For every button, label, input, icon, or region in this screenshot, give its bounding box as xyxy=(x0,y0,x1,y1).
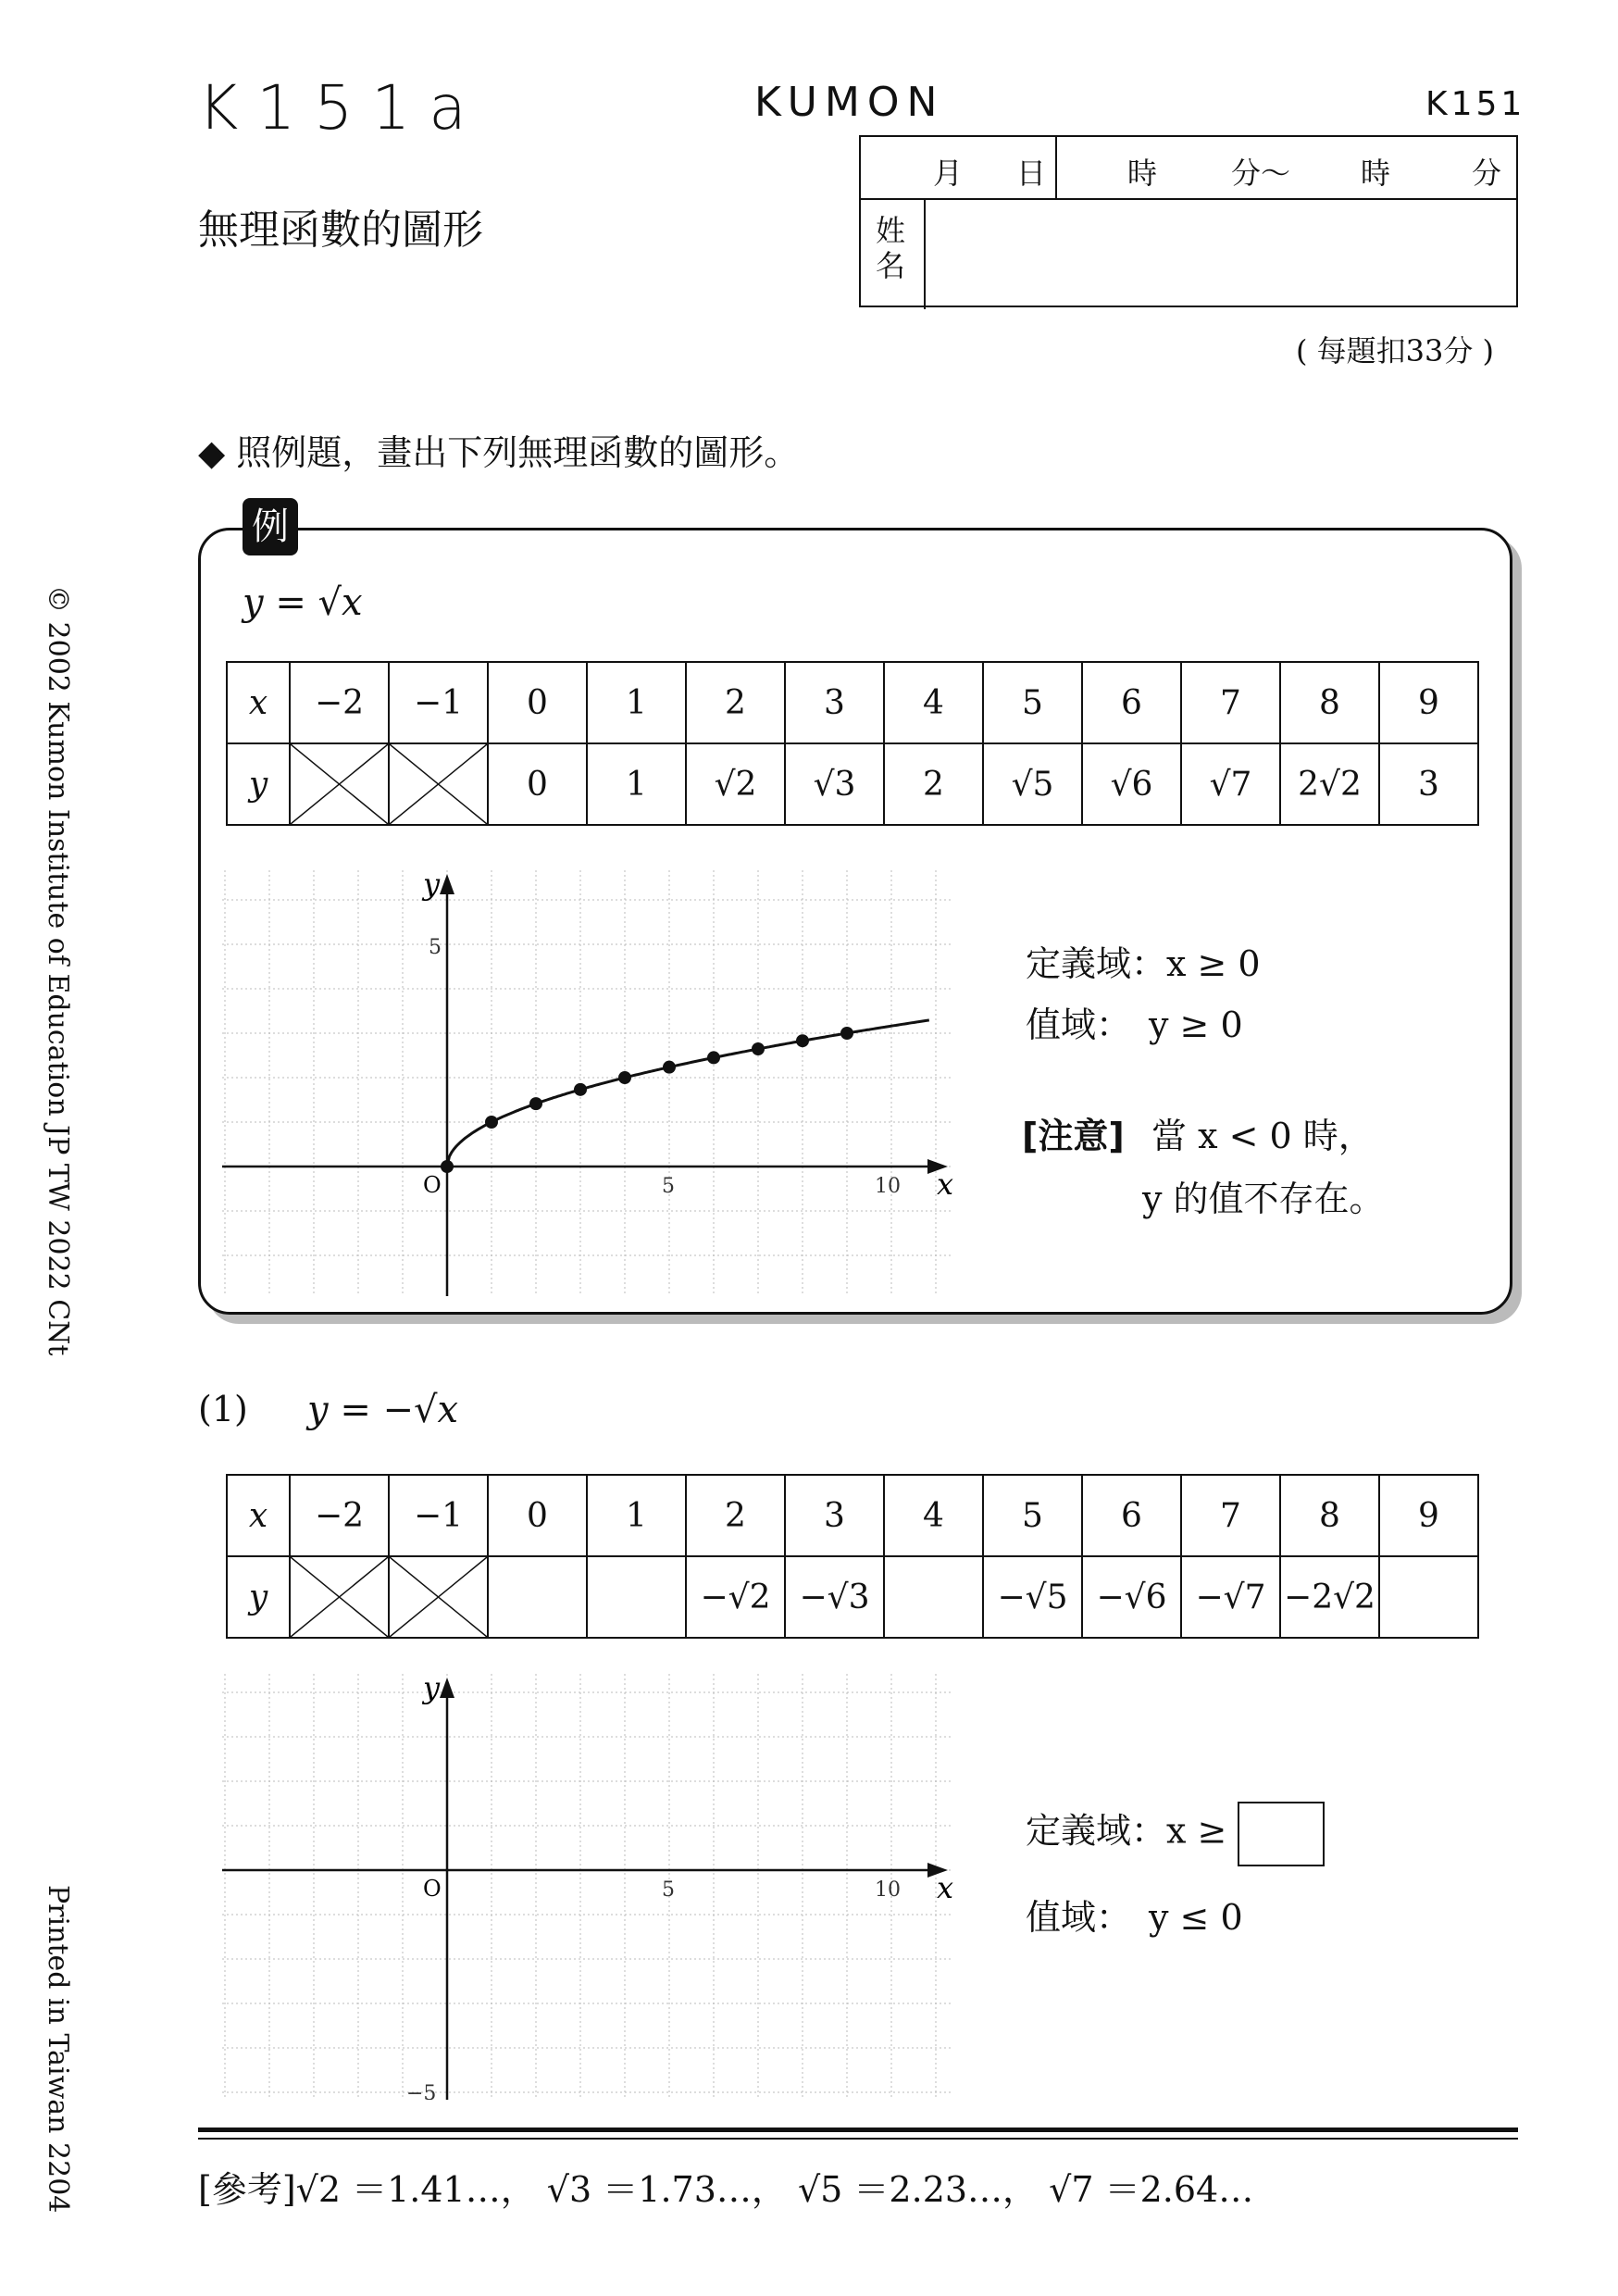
y-axis-arrow xyxy=(440,874,454,894)
table-cell-x: 2 xyxy=(686,1475,785,1556)
example-graph xyxy=(222,870,953,1296)
data-point xyxy=(752,1042,765,1055)
table-cell-x: 6 xyxy=(1082,662,1181,743)
data-point xyxy=(663,1061,676,1074)
table-cell-x: 4 xyxy=(884,1475,983,1556)
data-point xyxy=(707,1051,720,1064)
x-tick-5: 5 xyxy=(662,1175,675,1198)
answer-cell[interactable] xyxy=(884,1556,983,1638)
table-cell-x: 8 xyxy=(1280,1475,1379,1556)
x-tick-10: 10 xyxy=(875,1175,901,1198)
name-label: 姓名 xyxy=(876,213,906,283)
data-point xyxy=(840,1027,853,1040)
data-point xyxy=(574,1083,587,1096)
crossed-cell xyxy=(389,743,488,825)
table-cell-x: 4 xyxy=(884,662,983,743)
data-point xyxy=(796,1034,809,1047)
origin-label: O xyxy=(423,1172,442,1198)
cross-mark xyxy=(390,744,487,824)
table-cell-x: 9 xyxy=(1379,662,1478,743)
table-header-y: y xyxy=(227,1556,290,1638)
hour-label-1: 時 xyxy=(1127,156,1158,191)
table-cell-y: −√5 xyxy=(983,1556,1082,1638)
divider xyxy=(1055,137,1057,198)
info-box xyxy=(859,135,1518,307)
table-cell-y: 2 xyxy=(884,743,983,825)
problem-value-table xyxy=(226,1474,1479,1639)
kumon-logo: KUMON xyxy=(754,79,945,126)
x-axis-label: x xyxy=(937,1167,953,1202)
month-label: 月 xyxy=(933,156,964,191)
table-cell-x: 5 xyxy=(983,662,1082,743)
y-axis-arrow xyxy=(440,1678,454,1698)
data-point xyxy=(485,1116,498,1129)
table-cell-x: −1 xyxy=(389,662,488,743)
table-cell-y: √6 xyxy=(1082,743,1181,825)
cross-mark xyxy=(291,744,388,824)
origin-label: O xyxy=(423,1876,442,1902)
example-tag: 例 xyxy=(243,498,298,555)
table-cell-y: 1 xyxy=(587,743,686,825)
table-header-x: x xyxy=(227,662,290,743)
example-domain: 定義域：x ≥ 0 xyxy=(1026,943,1261,984)
problem-domain xyxy=(1026,1802,1325,1866)
date-time-row xyxy=(861,137,1516,200)
example-equation: y = √x xyxy=(243,581,363,624)
minute-label-2: 分 xyxy=(1472,156,1502,191)
table-cell-y: 3 xyxy=(1379,743,1478,825)
table-cell-y: −√3 xyxy=(785,1556,884,1638)
sheet-code: K151a xyxy=(198,72,485,144)
table-cell-x: 8 xyxy=(1280,662,1379,743)
table-cell-y: √7 xyxy=(1181,743,1280,825)
table-cell-y: 2√2 xyxy=(1280,743,1379,825)
problem-domain-text: 定義域：x ≥ xyxy=(1026,1810,1227,1852)
table-cell-y: 0 xyxy=(488,743,587,825)
problem-equation: y = −√x xyxy=(307,1389,459,1431)
table-cell-y: −√7 xyxy=(1181,1556,1280,1638)
divider xyxy=(924,198,926,309)
table-cell-y: −√6 xyxy=(1082,1556,1181,1638)
table-cell-x: 1 xyxy=(587,662,686,743)
y-axis-label: y xyxy=(423,1674,441,1705)
hour-label-2: 時 xyxy=(1361,156,1391,191)
sheet-code-right: K151 xyxy=(1425,85,1526,123)
data-point xyxy=(529,1097,542,1110)
problem-graph[interactable] xyxy=(222,1674,953,2100)
footer-rule xyxy=(198,2138,1518,2140)
example-value-table xyxy=(226,661,1479,826)
data-point xyxy=(618,1071,631,1084)
crossed-cell xyxy=(389,1556,488,1638)
domain-answer-box[interactable] xyxy=(1238,1802,1325,1866)
problem-number: (1) xyxy=(198,1389,248,1429)
answer-cell[interactable] xyxy=(488,1556,587,1638)
cross-mark xyxy=(291,1557,388,1637)
table-cell-x: 3 xyxy=(785,1475,884,1556)
table-cell-x: 3 xyxy=(785,662,884,743)
score-note: ( 每題扣33分 ) xyxy=(1296,333,1495,368)
note-line-1: 當 x < 0 時， xyxy=(1151,1116,1374,1156)
minute-label-1: 分～ xyxy=(1231,156,1291,191)
footer-rule xyxy=(198,2128,1518,2132)
side-copyright: © 2002 Kumon Institute of Education JP TW 2022 CNt xyxy=(42,585,74,1356)
y-tick-5: 5 xyxy=(429,936,442,959)
table-header-x: x xyxy=(227,1475,290,1556)
table-cell-x: −2 xyxy=(290,662,389,743)
x-axis-label: x xyxy=(937,1870,953,1905)
table-cell-x: 6 xyxy=(1082,1475,1181,1556)
table-cell-x: 2 xyxy=(686,662,785,743)
table-cell-x: 9 xyxy=(1379,1475,1478,1556)
note-title: [注意] xyxy=(1022,1116,1125,1156)
table-cell-x: 0 xyxy=(488,1475,587,1556)
table-cell-y: −√2 xyxy=(686,1556,785,1638)
page-title: 無理函數的圖形 xyxy=(198,206,483,254)
table-cell-x: −1 xyxy=(389,1475,488,1556)
example-range: 值域： y ≥ 0 xyxy=(1026,1004,1243,1045)
table-cell-x: −2 xyxy=(290,1475,389,1556)
table-cell-y: −2√2 xyxy=(1280,1556,1379,1638)
y-axis-label: y xyxy=(423,870,441,902)
table-cell-x: 7 xyxy=(1181,1475,1280,1556)
x-tick-5: 5 xyxy=(662,1878,675,1902)
problem-range: 值域： y ≤ 0 xyxy=(1026,1897,1243,1938)
answer-cell[interactable] xyxy=(1379,1556,1478,1638)
table-cell-x: 7 xyxy=(1181,662,1280,743)
y-tick-neg5: −5 xyxy=(406,2082,437,2100)
reference-values: [參考]√2 ＝1.41…， √3 ＝1.73…， √5 ＝2.23…， √7 ＝2.64… xyxy=(198,2169,1254,2210)
table-header-y: y xyxy=(227,743,290,825)
side-printed: Printed in Taiwan 2204 xyxy=(42,1885,74,2214)
sqrt-curve xyxy=(447,1020,929,1167)
note-line-2: y 的值不存在。 xyxy=(1142,1179,1385,1219)
instruction: ◆ 照例題，畫出下列無理函數的圖形。 xyxy=(198,432,800,473)
answer-cell[interactable] xyxy=(587,1556,686,1638)
day-label: 日 xyxy=(1016,156,1047,191)
cross-mark xyxy=(390,1557,487,1637)
name-field[interactable] xyxy=(935,204,1509,304)
table-cell-x: 5 xyxy=(983,1475,1082,1556)
crossed-cell xyxy=(290,1556,389,1638)
data-point xyxy=(441,1160,454,1173)
x-tick-10: 10 xyxy=(875,1878,901,1902)
table-cell-y: √5 xyxy=(983,743,1082,825)
table-cell-x: 1 xyxy=(587,1475,686,1556)
table-cell-y: √2 xyxy=(686,743,785,825)
table-cell-y: √3 xyxy=(785,743,884,825)
table-cell-x: 0 xyxy=(488,662,587,743)
crossed-cell xyxy=(290,743,389,825)
